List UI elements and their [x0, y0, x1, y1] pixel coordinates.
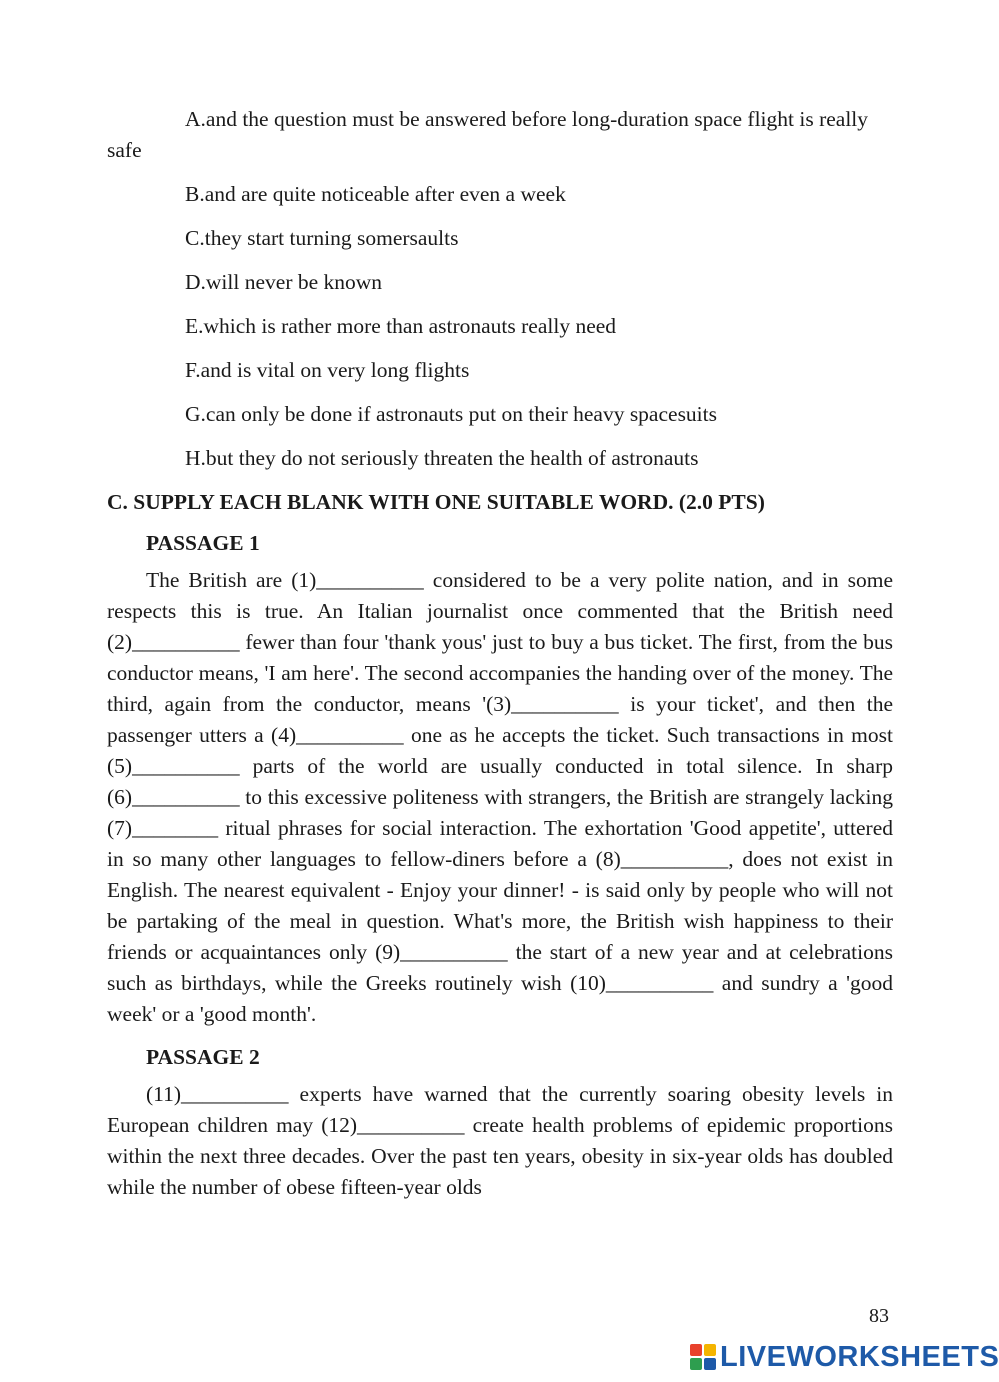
option-d — [107, 267, 893, 298]
option-b — [107, 179, 893, 210]
liveworksheets-logo-icon — [690, 1344, 716, 1370]
option-text: will never be known — [205, 270, 383, 294]
logo-square-yellow — [704, 1344, 716, 1356]
option-g — [107, 399, 893, 430]
logo-square-green — [690, 1358, 702, 1370]
option-letter: C. — [185, 226, 205, 250]
passage-2-text: (11)__________ experts have warned that the currently soaring obesity levels in European children may (12)__________ create health problems of epidemic proportions within the next three decades. Over the past ten years, obesity in six-year olds has doubled while the number of obese fifteen-year olds — [107, 1082, 893, 1199]
document-page — [107, 104, 893, 1215]
passage-1-text: The British are (1)__________ considered to be a very polite nation, and in some respects this is true. An Italian journalist once commented that the British need (2)__________ fewer than four 'thank yous' just to buy a bus ticket. The first, from the bus conductor means, 'I am here'. The second accompanies the handing over of the money. The third, again from the conductor, means '(3)__________ is your ticket', and then the passenger utters a (4)__________ one as he accepts the ticket. Such transactions in most (5)__________ parts of the world are usually conducted in total silence. In sharp (6)__________ to this excessive politeness with strangers, the British are strangely lacking (7)________ ritual phrases for social interaction. The exhortation 'Good appetite', uttered in so many other languages to fellow-diners before a (8)__________, does not exist in English. The nearest equivalent - Enjoy your dinner! - is said only by people who will not be partaking of the meal in question. What's more, the British wish happiness to their friends or acquaintances only (9)__________ the start of a new year and at celebrations such as birthdays, while the Greeks routinely wish (10)__________ and sundry a 'good week' or a 'good month'. — [107, 568, 893, 1026]
option-c — [107, 223, 893, 254]
option-letter: B. — [185, 182, 205, 206]
option-text: but they do not seriously threaten the health of astronauts — [205, 446, 699, 470]
option-e — [107, 311, 893, 342]
option-a — [107, 104, 893, 166]
logo-square-blue — [704, 1358, 716, 1370]
section-c-heading: C. SUPPLY EACH BLANK WITH ONE SUITABLE WORD. (2.0 PTS) — [107, 490, 765, 514]
passage-2-title: PASSAGE 2 — [146, 1045, 260, 1069]
option-text: and the question must be answered before long-duration space flight is really safe — [107, 107, 869, 162]
option-letter: G. — [185, 402, 206, 426]
option-f — [107, 355, 893, 386]
logo-square-red — [690, 1344, 702, 1356]
option-text: which is rather more than astronauts really need — [203, 314, 617, 338]
passage-1-title: PASSAGE 1 — [146, 531, 260, 555]
option-letter: A. — [185, 107, 206, 131]
option-letter: F. — [185, 358, 201, 382]
option-text: and are quite noticeable after even a week — [204, 182, 566, 206]
option-text: and is vital on very long flights — [200, 358, 470, 382]
option-letter: H. — [185, 446, 206, 470]
option-h — [107, 443, 893, 474]
answer-options — [107, 104, 893, 474]
option-letter: D. — [185, 270, 206, 294]
option-text: can only be done if astronauts put on their heavy spacesuits — [205, 402, 717, 426]
brand-name: LIVEWORKSHEETS — [720, 1340, 999, 1373]
option-letter: E. — [185, 314, 204, 338]
option-text: they start turning somersaults — [204, 226, 459, 250]
liveworksheets-brand[interactable] — [690, 1340, 999, 1374]
page-number: 83 — [869, 1305, 889, 1327]
